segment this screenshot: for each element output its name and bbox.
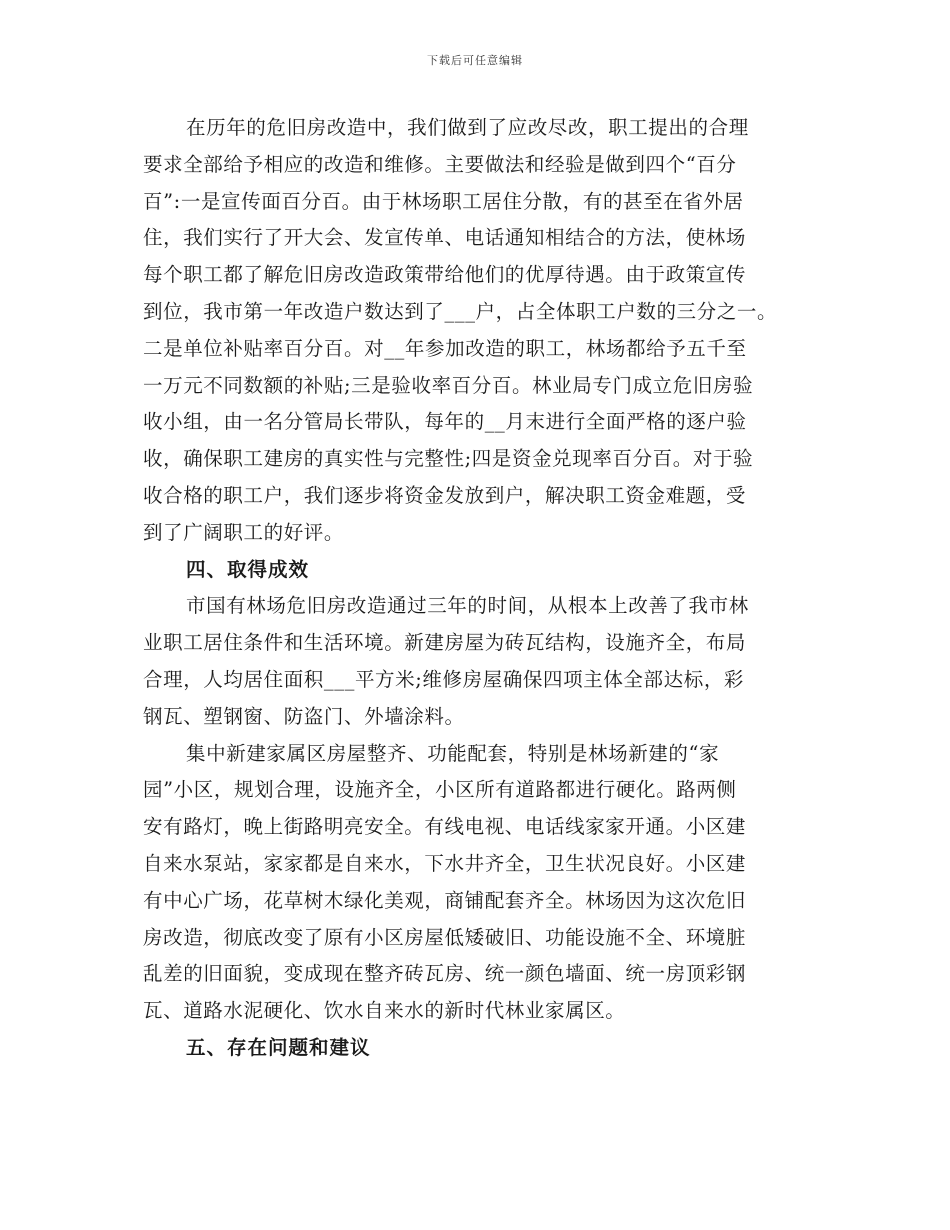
paragraph-line: 到位，我市第一年改造户数达到了___户，占全体职工户数的三分之一。	[143, 299, 778, 323]
paragraph-line: 百”:一是宣传面百分百。由于林场职工居住分散，有的甚至在省外居	[143, 189, 744, 213]
paragraph-line: 要求全部给予相应的改造和维修。主要做法和经验是做到四个“百分	[143, 152, 737, 176]
paragraph-line: 自来水泵站，家家都是自来水，下水井齐全，卫生状况良好。小区建	[143, 851, 747, 875]
paragraph-line: 业职工居住条件和生活环境。新建房屋为砖瓦结构，设施齐全，布局	[143, 631, 747, 655]
paragraph-line: 园”小区，规划合理，设施齐全，小区所有道路都进行硬化。路两侧	[143, 778, 737, 802]
paragraph-line: 乱差的旧面貌，变成现在整齐砖瓦房、统一颜色墙面、统一房顶彩钢	[143, 962, 747, 986]
page-header: 下载后可任意编辑	[427, 54, 523, 67]
paragraph-line: 收合格的职工户，我们逐步将资金发放到户，解决职工资金难题，受	[143, 483, 747, 507]
paragraph-line: 瓦、道路水泥硬化、饮水自来水的新时代林业家属区。	[143, 999, 626, 1023]
paragraph-line: 收小组，由一名分管局长带队，每年的__月末进行全面严格的逐户验	[143, 410, 747, 434]
paragraph-line: 收，确保职工建房的真实性与完整性;四是资金兑现率百分百。对于验	[143, 447, 754, 471]
paragraph-line: 住，我们实行了开大会、发宣传单、电话通知相结合的方法，使林场	[143, 226, 747, 250]
section-heading: 四、取得成效	[186, 557, 310, 581]
paragraph-line: 在历年的危旧房改造中，我们做到了应改尽改，职工提出的合理	[186, 116, 749, 139]
paragraph-line: 安有路灯，晚上街路明亮安全。有线电视、电话线家家开通。小区建	[143, 815, 747, 839]
paragraph-line: 二是单位补贴率百分百。对__年参加改造的职工，林场都给予五千至	[143, 336, 747, 360]
paragraph-line: 市国有林场危旧房改造通过三年的时间，从根本上改善了我市林	[186, 594, 749, 618]
paragraph-line: 房改造，彻底改变了原有小区房屋低矮破旧、功能设施不全、环境脏	[143, 925, 747, 949]
paragraph-line: 每个职工都了解危旧房改造政策带给他们的优厚待遇。由于政策宣传	[143, 263, 747, 287]
document-body	[143, 110, 823, 1067]
paragraph-line: 到了广阔职工的好评。	[143, 520, 345, 544]
paragraph-line: 集中新建家属区房屋整齐、功能配套，特别是林场新建的“家	[186, 741, 720, 765]
paragraph-line: 有中心广场，花草树木绿化美观，商铺配套齐全。林场因为这次危旧	[143, 888, 747, 912]
section-heading: 五、存在问题和建议	[186, 1035, 371, 1059]
paragraph-line: 合理，人均居住面积___平方米;维修房屋确保四项主体全部达标，彩	[143, 667, 745, 691]
paragraph-line: 一万元不同数额的补贴;三是验收率百分百。林业局专门成立危旧房验	[143, 373, 754, 397]
paragraph-line: 钢瓦、塑钢窗、防盗门、外墙涂料。	[143, 704, 465, 728]
